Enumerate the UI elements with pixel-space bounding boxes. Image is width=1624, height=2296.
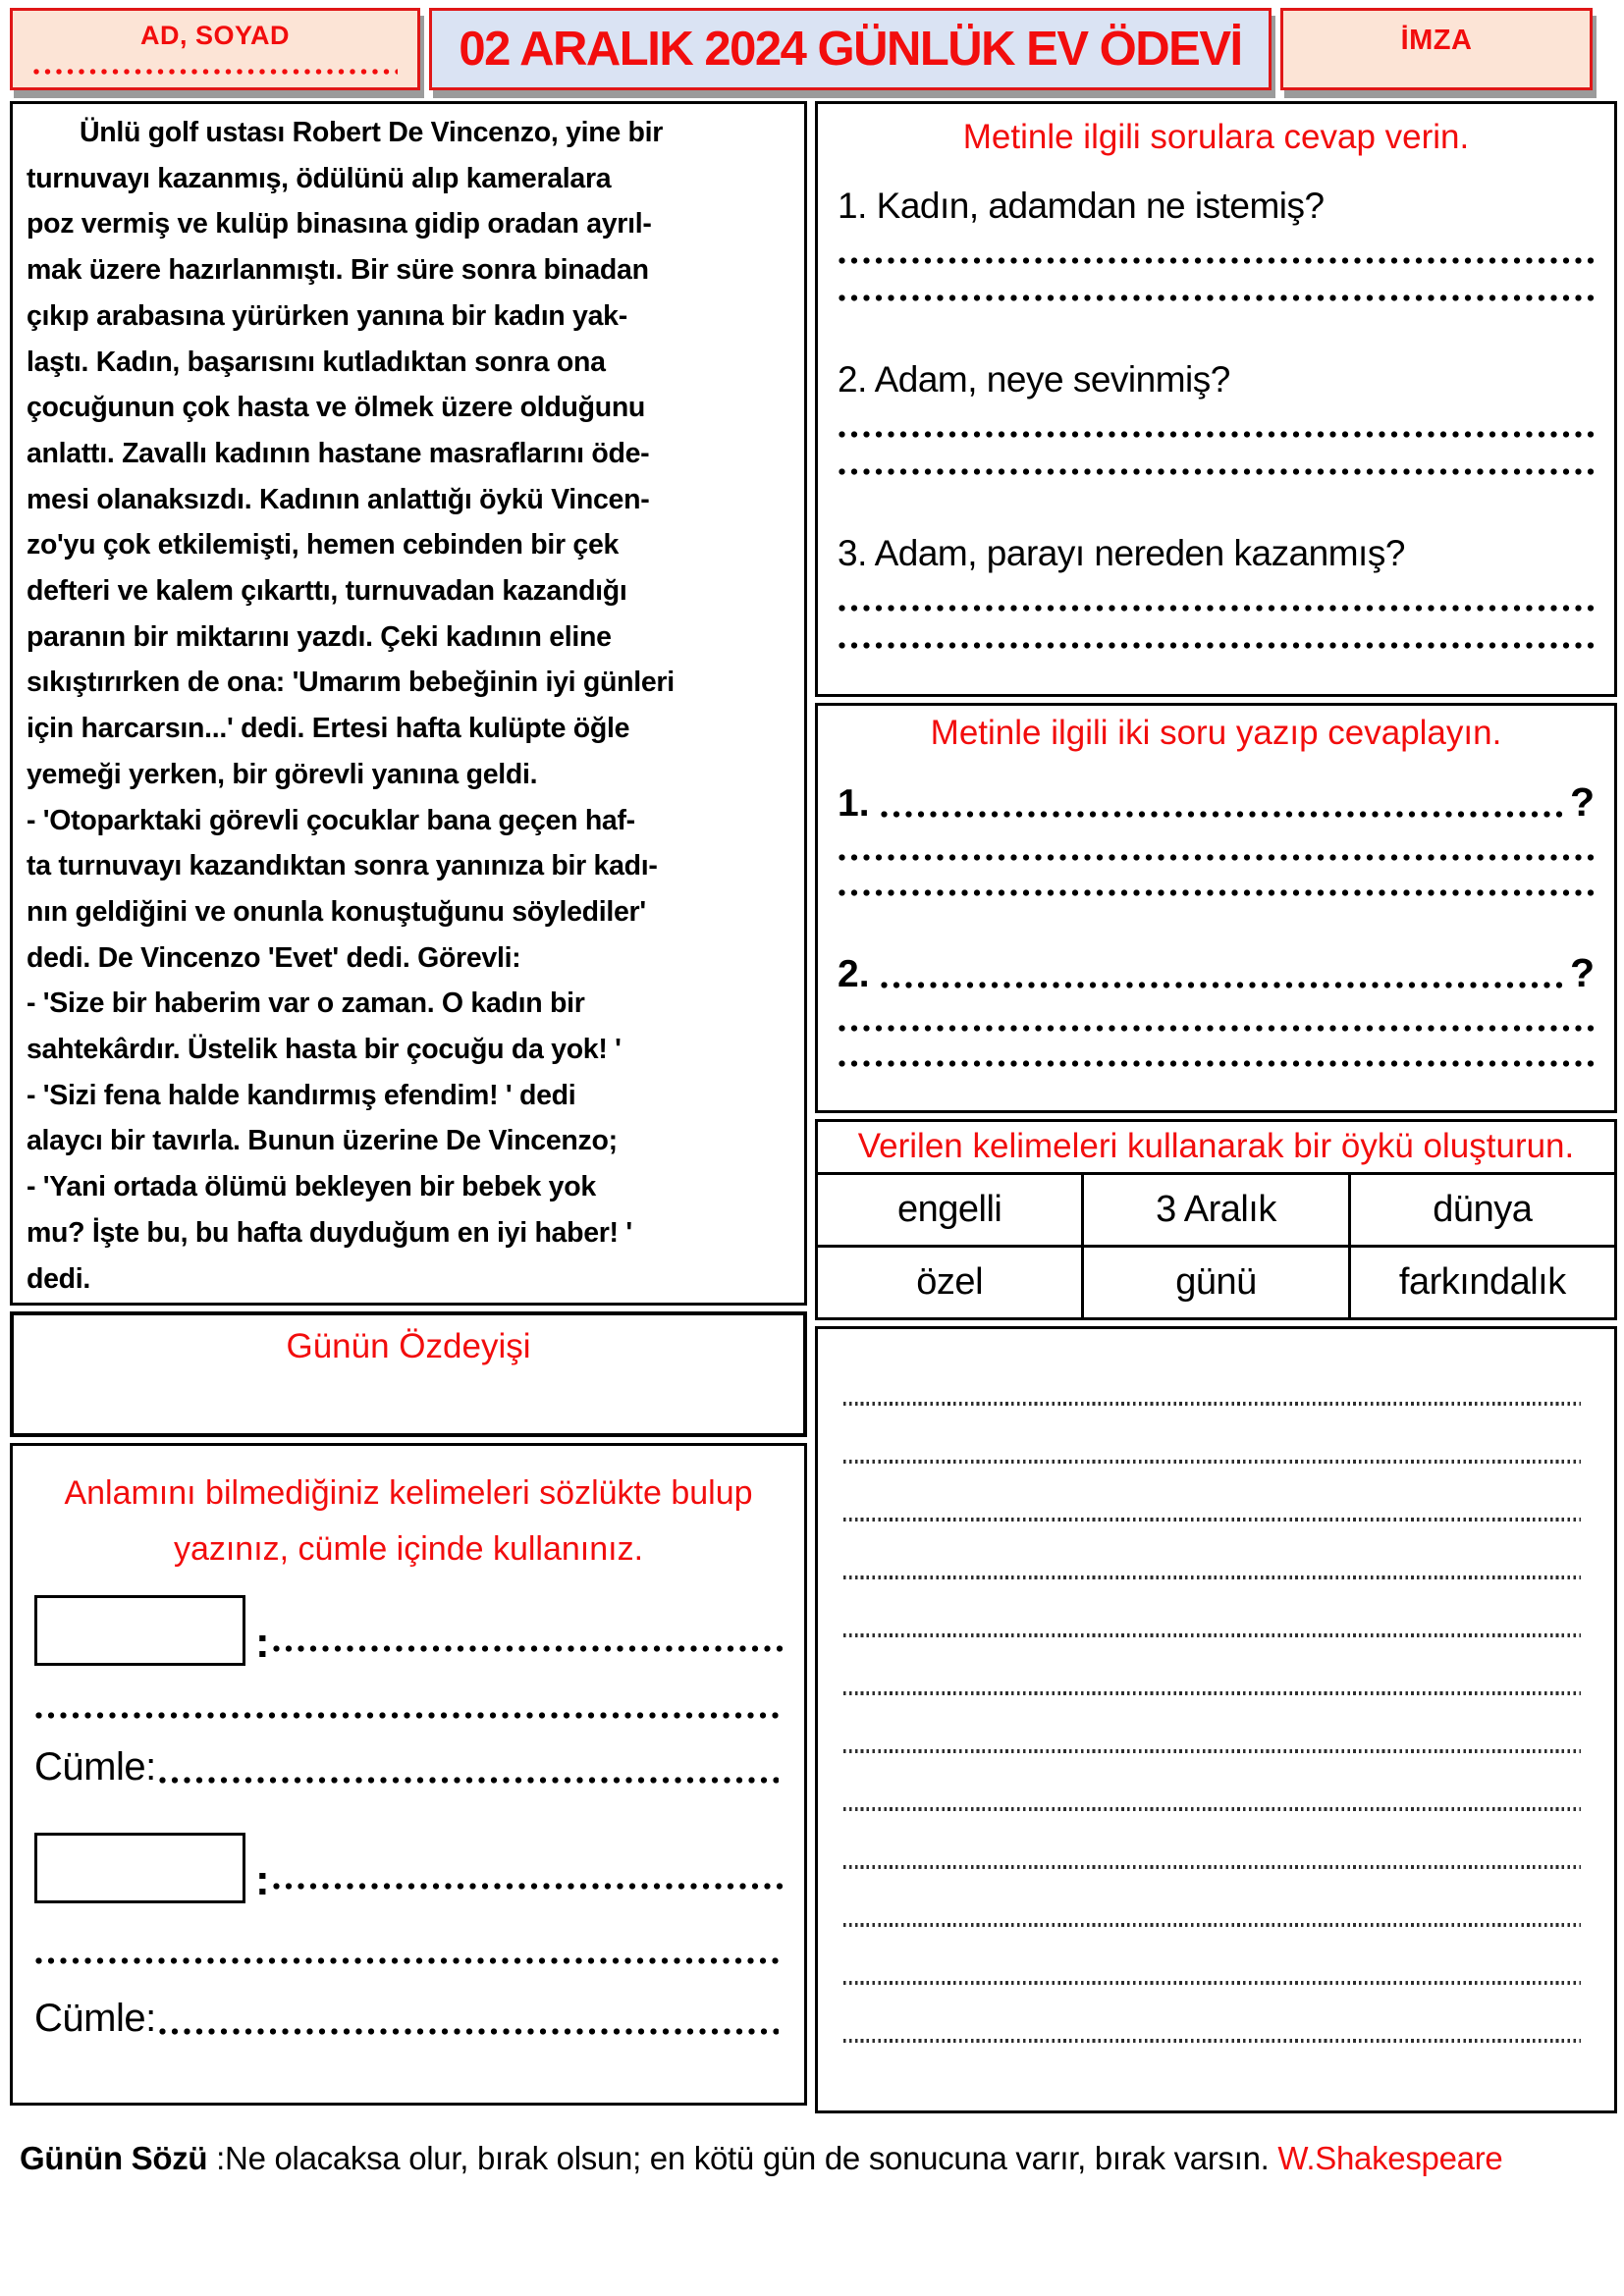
meaning-write-line[interactable] [272, 1644, 783, 1653]
footer-quote [20, 2140, 1502, 2177]
footer-quote-text: :Ne olacaksa olur, bırak olsun; en kötü gün de sonucuna varır, bırak varsın. [216, 2140, 1278, 2176]
sentence-label: Cümle: [34, 1745, 156, 1789]
question-mark: ? [1569, 950, 1595, 996]
story-line: anlattı. Zavallı kadının hastane masraflarını öde- [27, 437, 650, 469]
story-line: mu? İşte bu, bu hafta duyduğum en iyi haber! ' [27, 1216, 632, 1249]
write-question-row [838, 950, 1595, 996]
story-line: için harcarsın...' dedi. Ertesi hafta kulüpte öğle [27, 713, 630, 745]
item-number: 1. [838, 782, 870, 826]
answer-write-line[interactable] [838, 1024, 1595, 1033]
meaning-write-line-2[interactable] [34, 1711, 783, 1720]
answer-write-line[interactable] [838, 853, 1595, 862]
story-line: çıkıp arabasına yürürken yanına bir kadın yak- [27, 299, 627, 332]
word-cell: günü [1083, 1247, 1349, 1319]
writing-line[interactable] [843, 1575, 1581, 1579]
word-entry-box-2[interactable] [34, 1833, 245, 1903]
writing-line[interactable] [843, 1981, 1581, 1985]
footer-quote-label: Günün Sözü [20, 2140, 217, 2176]
story-writing-area [815, 1326, 1617, 2113]
reading-text [27, 110, 794, 1302]
quote-of-day-title: Günün Özdeyişi [286, 1327, 531, 1365]
questions-section [815, 101, 1617, 697]
dictionary-section [10, 1443, 807, 2106]
story-line: laştı. Kadın, başarısını kutladıktan sonra ona [27, 346, 606, 378]
dictionary-instruction-line2: yazınız, cümle içinde kullanınız. [173, 1530, 644, 1568]
question-text: 1. Kadın, adamdan ne istemiş? [838, 186, 1325, 227]
writing-line[interactable] [843, 1865, 1581, 1869]
answer-write-line[interactable] [838, 256, 1595, 265]
story-line: zo'yu çok etkilemişti, hemen cebinden bir çek [27, 529, 620, 561]
word-story-title: Verilen kelimeleri kullanarak bir öykü oluşturun. [857, 1127, 1575, 1165]
main-content [10, 101, 1617, 2113]
sentence-row-2 [34, 1997, 783, 2041]
sentence-label: Cümle: [34, 1997, 156, 2040]
story-line: çocuğunun çok hasta ve ölmek üzere olduğunu [27, 392, 646, 424]
dictionary-word-row-1 [34, 1595, 783, 1666]
story-line: - 'Yani ortada ölümü bekleyen bir bebek yok [27, 1171, 596, 1203]
answer-write-line[interactable] [838, 430, 1595, 439]
name-surname-label: AD, SOYAD [139, 21, 291, 50]
word-cell: özel [817, 1247, 1083, 1319]
quote-of-day-box [10, 1311, 807, 1437]
story-line: yemeği yerken, bir görevli yanına geldi. [27, 758, 538, 790]
item-number: 2. [838, 953, 870, 996]
dictionary-word-row-2 [34, 1833, 783, 1903]
answer-write-line[interactable] [838, 467, 1595, 476]
question-block-3 [838, 505, 1595, 678]
story-line: alaycı bir tavırla. Bunun üzerine De Vincenzo; [27, 1125, 618, 1157]
writing-line[interactable] [843, 2039, 1581, 2043]
question-mark: ? [1569, 779, 1595, 826]
answer-write-line[interactable] [838, 604, 1595, 613]
left-column [10, 101, 807, 2113]
meaning-write-line[interactable] [272, 1882, 783, 1891]
write-questions-section [815, 703, 1617, 1113]
story-line: sıkıştırırken de ona: 'Umarım bebeğinin iyi günleri [27, 667, 675, 699]
write-questions-title: Metinle ilgili iki soru yazıp cevaplayın. [930, 714, 1502, 752]
story-line: dedi. [27, 1262, 91, 1295]
answer-write-line[interactable] [838, 888, 1595, 897]
question-write-line[interactable] [880, 810, 1566, 819]
story-line: - 'Sizi fena halde kandırmış efendim! ' dedi [27, 1079, 576, 1111]
question-block-2 [838, 331, 1595, 505]
question-block-1 [838, 157, 1595, 331]
story-line: mesi olanaksızdı. Kadının anlattığı öykü Vincen- [27, 483, 650, 515]
write-question-block-1 [838, 753, 1595, 924]
writing-line[interactable] [843, 1923, 1581, 1927]
worksheet-title: 02 ARALIK 2024 GÜNLÜK EV ÖDEVİ [459, 23, 1242, 76]
sentence-row-1 [34, 1745, 783, 1789]
writing-line[interactable] [843, 1691, 1581, 1695]
story-line: nın geldiğini ve onunla konuştuğunu söylediler' [27, 895, 646, 928]
word-table [815, 1172, 1617, 1320]
story-line: sahtekârdır. Üstelik hasta bir çocuğu da yok! ' [27, 1034, 622, 1066]
word-story-section [815, 1119, 1617, 1320]
word-table-row [817, 1174, 1616, 1247]
right-column [815, 101, 1617, 2113]
reading-text-box [10, 101, 807, 1306]
write-question-block-2 [838, 924, 1595, 1095]
word-cell: engelli [817, 1174, 1083, 1247]
story-line: paranın bir miktarını yazdı. Çeki kadının eline [27, 620, 612, 653]
story-line: ta turnuvayı kazandıktan sonra yanınıza bir kadı- [27, 850, 658, 882]
story-line: Ünlü golf ustası Robert De Vincenzo, yine bir [80, 117, 664, 148]
word-cell: farkındalık [1349, 1247, 1615, 1319]
story-line: dedi. De Vincenzo 'Evet' dedi. Görevli: [27, 941, 521, 974]
signature-box[interactable] [1280, 8, 1593, 90]
header [10, 8, 1593, 90]
word-table-row [817, 1247, 1616, 1319]
colon-label: : [255, 1619, 270, 1667]
dictionary-instruction-line1: Anlamını bilmediğiniz kelimeleri sözlükte bulup [64, 1474, 753, 1512]
writing-line[interactable] [843, 1402, 1581, 1406]
worksheet-title-box [429, 8, 1272, 90]
writing-line[interactable] [843, 1633, 1581, 1637]
question-write-line[interactable] [880, 981, 1566, 989]
story-line: - 'Size bir haberim var o zaman. O kadın bir [27, 988, 585, 1020]
sentence-write-line[interactable] [158, 2027, 779, 2036]
answer-write-line[interactable] [838, 641, 1595, 650]
word-story-title-box [815, 1119, 1617, 1175]
word-meaning-line-3 [255, 1856, 783, 1904]
quote-of-day-write-area[interactable] [14, 1366, 803, 1425]
question-text: 3. Adam, parayı nereden kazanmış? [838, 533, 1405, 574]
story-line: defteri ve kalem çıkarttı, turnuvadan kazandığı [27, 575, 627, 608]
writing-line[interactable] [843, 1460, 1581, 1464]
footer-quote-author: W.Shakespeare [1277, 2140, 1503, 2176]
writing-line[interactable] [843, 1807, 1581, 1811]
question-text: 2. Adam, neye sevinmiş? [838, 359, 1230, 400]
story-line: poz vermiş ve kulüp binasına gidip oradan ayrıl- [27, 208, 652, 240]
name-surname-box [10, 8, 420, 90]
story-line: mak üzere hazırlanmıştı. Bir süre sonra binadan [27, 254, 649, 287]
word-cell: 3 Aralık [1083, 1174, 1349, 1247]
writing-line[interactable] [843, 1749, 1581, 1753]
sentence-write-line[interactable] [158, 1776, 779, 1785]
writing-line[interactable] [843, 1518, 1581, 1522]
write-question-row [838, 779, 1595, 826]
colon-label: : [255, 1856, 270, 1904]
word-cell: dünya [1349, 1174, 1615, 1247]
word-meaning-line-1 [255, 1619, 783, 1667]
questions-section-title: Metinle ilgili sorulara cevap verin. [962, 118, 1470, 156]
word-entry-box-1[interactable] [34, 1595, 245, 1666]
story-line: turnuvayı kazanmış, ödülünü alıp kameralara [27, 162, 612, 194]
story-line: - 'Otoparktaki görevli çocuklar bana geçen haf- [27, 804, 635, 836]
answer-write-line[interactable] [838, 1059, 1595, 1068]
signature-label: İMZA [1400, 25, 1473, 56]
meaning-write-line-4[interactable] [34, 1956, 783, 1965]
answer-write-line[interactable] [838, 294, 1595, 302]
name-write-line[interactable] [32, 68, 398, 76]
